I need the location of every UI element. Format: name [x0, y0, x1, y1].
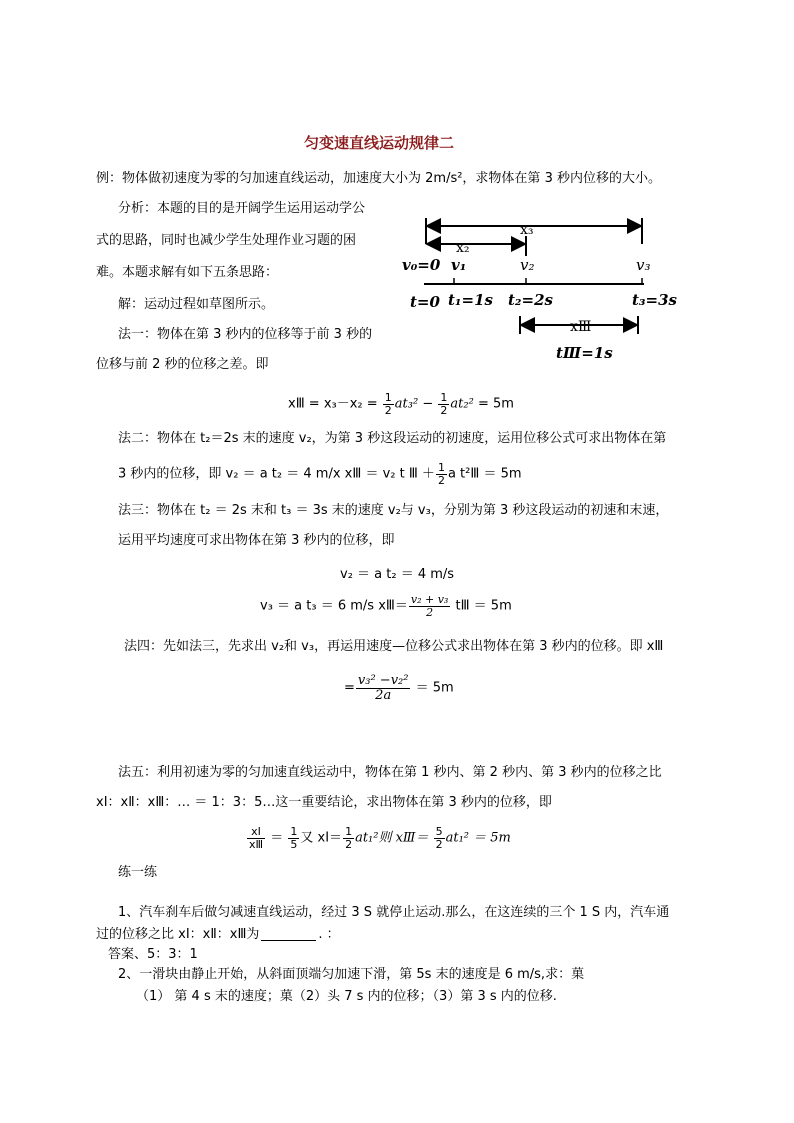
question-2-line-1: 2、一滑块由静止开始，从斜面顶端匀加速下滑，第 5s 末的速度是 6 m/s,求：菓 [118, 967, 585, 982]
m5-frac-2: $\frac{1}{2}$ [345, 825, 353, 851]
m4-rhs: ＝ 5m [415, 680, 454, 696]
q1-answer-blank[interactable] [261, 940, 316, 941]
v0-label: v₀=0 [402, 256, 441, 274]
method3-line-2: 运用平均速度可求出物体在第 3 秒内的位移，即 [118, 533, 395, 548]
method5-eq [246, 826, 511, 850]
m5-end: at₁² ＝ 5m [445, 830, 511, 846]
x3rd-label: xⅢ [570, 319, 592, 335]
answer-line: 答案、5：3：1 [108, 947, 198, 962]
m1-lhs: xⅢ = x₃－x₂ = [288, 396, 378, 412]
m3-eq2-a: v₃ ＝ a t₃ ＝ 6 m/s xⅢ＝ [260, 598, 408, 614]
m1-frac-1: $\frac{1}{2}$ [384, 391, 392, 417]
analysis-line-2: 式的思路，同时也减少学生处理作业习题的困 [96, 233, 357, 248]
m4-eq-sign: = [344, 680, 355, 696]
method2-line-2 [118, 462, 522, 486]
method3-line-1: 法三：物体在 t₂ ＝ 2s 末和 t₃ ＝ 3s 末的速度 v₂与 v₃，分别为第 3 秒这段运动的初速和末速， [118, 503, 669, 518]
v1-label: v₁ [451, 256, 467, 274]
question-1-line-2 [96, 928, 340, 941]
solve-line: 解：运动过程如草图所示。 [118, 297, 275, 312]
m2-eq-a: 3 秒内的位移，即 v₂ ＝ a t₂ ＝ 4 m/x xⅢ ＝ v₂ t Ⅲ ＋ [118, 466, 435, 482]
m5-frac-3: $\frac{5}{2}$ [435, 825, 443, 851]
v2-label: v₂ [520, 256, 535, 274]
m5-mid: 又 xⅠ＝ [300, 830, 343, 846]
question-1-line-1: 1、汽车刹车后做匀减速直线运动，经过 3 S 就停止运动.那么，在这连续的三个 1 S 内，汽车通 [118, 905, 670, 920]
method4-line-1: 法四：先如法三，先求出 v₂和 v₃，再运用速度—位移公式求出物体在第 3 秒内的位移。即 xⅢ [124, 639, 664, 654]
x2-label: x₂ [456, 240, 470, 256]
m5-ratio: $\frac{\text{xⅠ}}{\text{xⅢ}}$ [249, 825, 264, 851]
t0-label: t=0 [410, 293, 440, 311]
m5-frac-1: $\frac{1}{5}$ [290, 825, 298, 851]
q1-tail: . ： [318, 927, 340, 942]
method5-line-1: 法五：利用初速为零的匀加速直线运动中，物体在第 1 秒内、第 2 秒内、第 3 秒内的位移之比 [118, 765, 662, 780]
t3-label: t₃=3s [632, 291, 677, 309]
t2-label: t₂=2s [508, 291, 553, 309]
m1-minus: − [422, 396, 434, 412]
m2-frac: $\frac{1}{2}$ [437, 461, 445, 487]
practice-heading: 练一练 [118, 865, 158, 880]
analysis-line-1: 分析：本题的目的是开阔学生运用运动学公 [118, 201, 366, 216]
x3-label: x₃ [520, 222, 534, 238]
method1-line-1: 法一：物体在第 3 秒内的位移等于前 3 秒的 [118, 327, 373, 342]
page-title: 匀变速直线运动规律二 [304, 134, 455, 152]
t1-label: t₁=1s [448, 291, 493, 309]
method3-eq-2 [260, 594, 512, 618]
method1-equation [288, 392, 514, 416]
method1-line-2: 位移与前 2 秒的位移之差。即 [96, 357, 269, 372]
question-2-line-2: （1） 第 4 s 末的速度；菓（2）头 7 s 内的位移；（3）第 3 s 内的位移. [136, 989, 557, 1004]
m4-frac: $\frac{\text{v₃² −v₂²}}{2a}$ [357, 673, 409, 703]
method4-eq [344, 674, 454, 702]
m1-term-1: at₃² [394, 396, 419, 412]
m5-eq-a: ＝ [270, 830, 284, 846]
m3-eq2-b: tⅢ ＝ 5m [455, 598, 512, 614]
q1-text: 过的位移之比 xⅠ：xⅡ：xⅢ为 [96, 927, 260, 942]
t3rd-label: tⅢ=1s [556, 344, 613, 362]
m2-eq-b: a t²Ⅲ ＝ 5m [447, 466, 522, 482]
method5-line-2: xⅠ：xⅡ：xⅢ：… ＝ 1：3：5…这一重要结论，求出物体在第 3 秒内的位移，即 [96, 795, 552, 810]
analysis-line-3: 难。本题求解有如下五条思路： [96, 265, 279, 280]
method3-eq-1: v₂ ＝ a t₂ ＝ 4 m/s [340, 567, 455, 582]
m1-rhs: = 5m [477, 396, 514, 412]
motion-diagram [396, 210, 686, 370]
m1-frac-2: $\frac{1}{2}$ [440, 391, 448, 417]
v3-label: v₃ [636, 256, 651, 274]
m1-term-2: at₂² [450, 396, 474, 412]
m3-frac: $\frac{\text{v₂ + v₃}}{2}$ [410, 593, 449, 619]
method2-line-1: 法二：物体在 t₂＝2s 末的速度 v₂，为第 3 秒这段运动的初速度，运用位移公式可求出物体在第 [118, 431, 667, 446]
example-text: 例：物体做初速度为零的匀加速直线运动，加速度大小为 2m/s²，求物体在第 3 秒内位移的大小。 [96, 171, 661, 186]
m5-mid2: at₁²则 xⅢ＝ [355, 830, 429, 846]
